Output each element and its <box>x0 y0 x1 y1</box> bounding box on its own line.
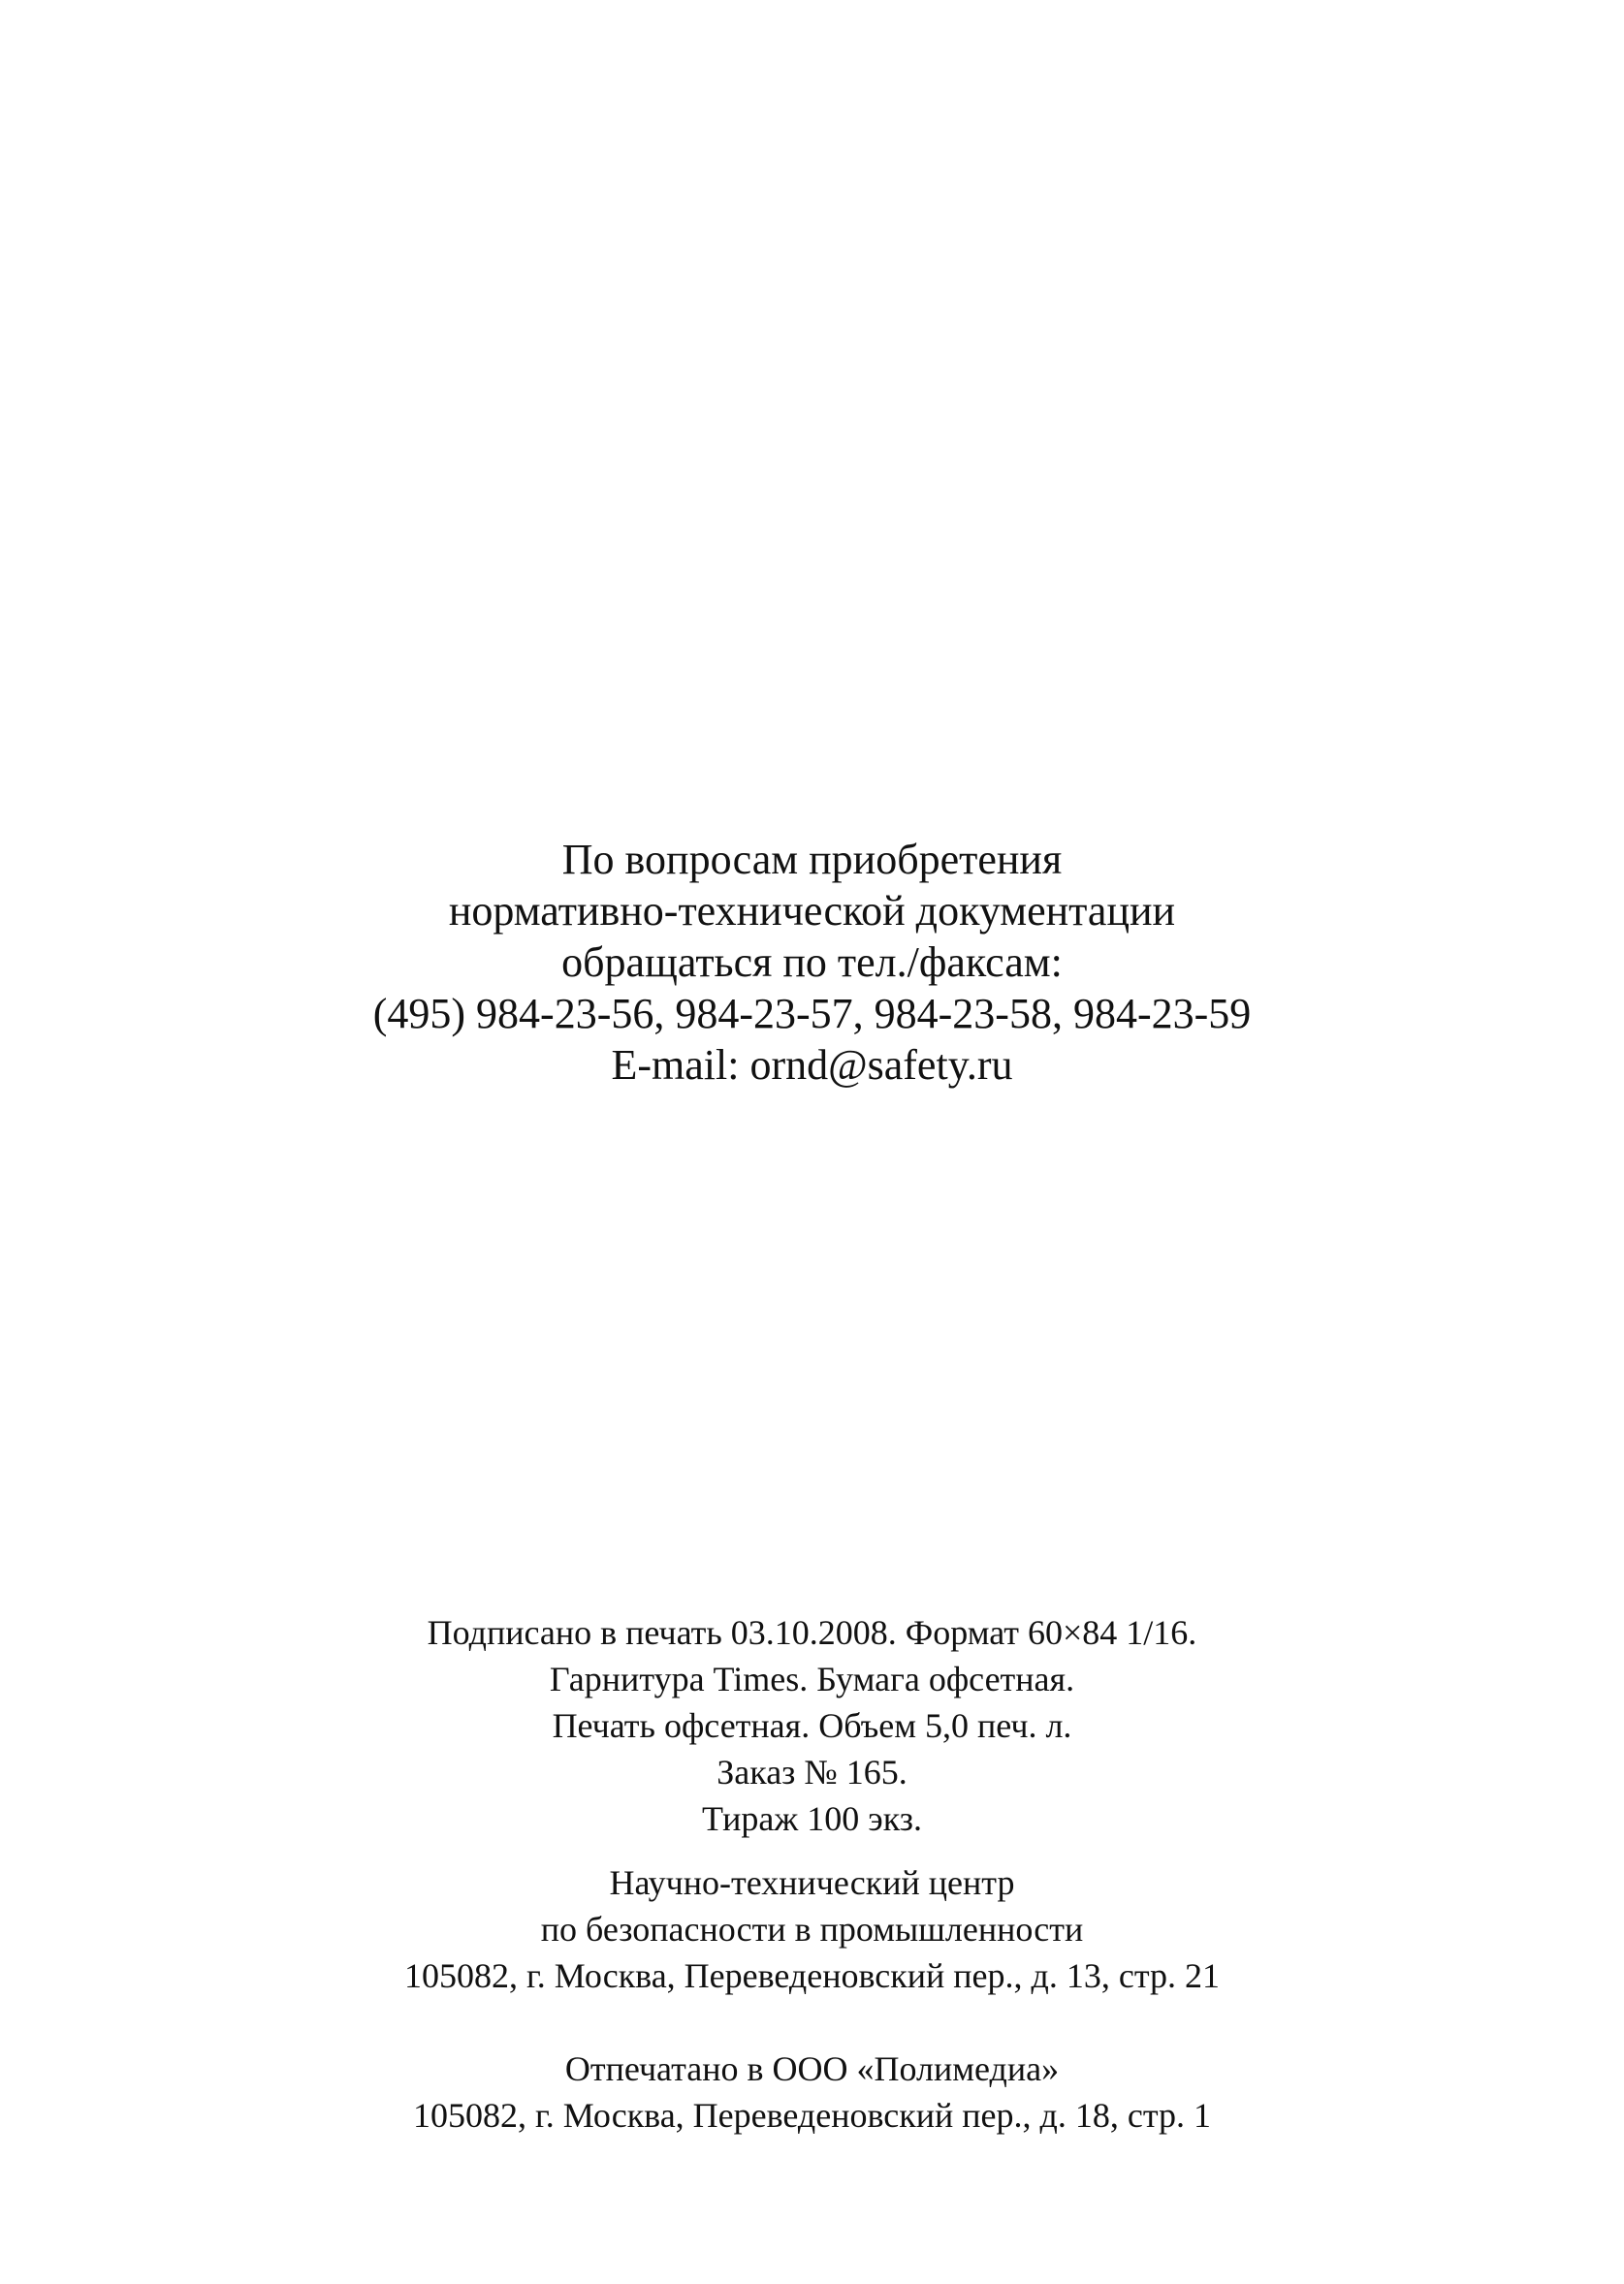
contact-email: E-mail: ornd@safety.ru <box>611 1041 1013 1089</box>
publisher-address: 105082, г. Москва, Переведеновский пер., д. 13, стр. 21 <box>404 1956 1220 1995</box>
imprint-circulation: Тираж 100 экз. <box>702 1799 922 1838</box>
contact-line-purchase: По вопросам приобретения <box>561 836 1063 883</box>
contact-phone-numbers: (495) 984-23-56, 984-23-57, 984-23-58, 984-23-59 <box>372 990 1252 1037</box>
imprint-print-volume: Печать офсетная. Объем 5,0 печ. л. <box>552 1706 1072 1745</box>
contact-line-phone-fax: обращаться по тел./факсам: <box>561 938 1063 986</box>
imprint-order-number: Заказ № 165. <box>716 1753 908 1792</box>
publisher-block <box>0 1859 1624 1999</box>
publisher-name-line1: Научно-технический центр <box>609 1863 1015 1902</box>
printer-address: 105082, г. Москва, Переведеновский пер., д. 18, стр. 1 <box>413 2096 1211 2135</box>
imprint-signed-format: Подписано в печать 03.10.2008. Формат 60×84 1/16. <box>427 1613 1197 1652</box>
imprint-block <box>0 1609 1624 1842</box>
imprint-typeface-paper: Гарнитура Times. Бумага офсетная. <box>549 1660 1075 1698</box>
contact-info-block <box>0 834 1624 1091</box>
printer-block <box>0 2046 1624 2139</box>
publisher-name-line2: по безопасности в промышленности <box>540 1910 1084 1949</box>
printer-name: Отпечатано в ООО «Полимедиа» <box>564 2049 1060 2088</box>
contact-line-documentation: нормативно-технической документации <box>448 887 1176 935</box>
